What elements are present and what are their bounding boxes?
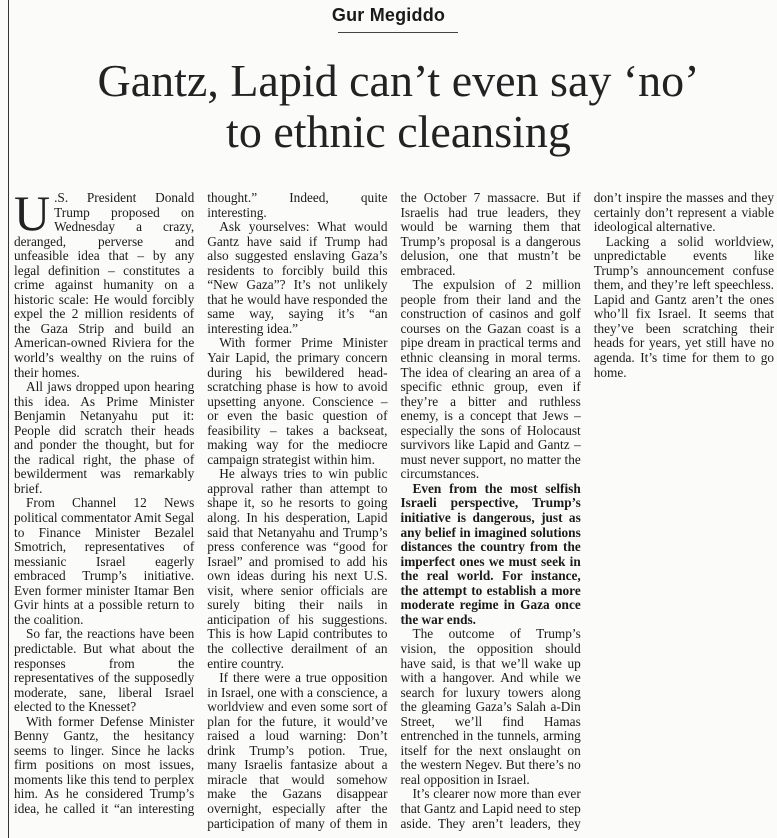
author-byline: Gur Megiddo [331, 5, 446, 25]
left-column-rule [8, 0, 9, 838]
byline-underline [338, 32, 458, 33]
headline-line-2: to ethnic cleansing [226, 106, 571, 157]
article-paragraph: Ask yourselves: What would Gantz have said if Trump had also suggested enslaving Gaza’s residents to forcibly build this “New Gaza”? It’s not unlikely that he would have responded the same way, saying it’s “an interesting idea.” [207, 219, 388, 336]
headline [20, 55, 777, 157]
article-paragraph: Even from the most selfish Israeli perspective, Trump’s initiative is dangerous, just as any belief in imagined solutions distances the country from the imperfect ones we must seek in the real world. For instance, the attempt to establish a more moderate regime in Gaza once the war ends. [400, 480, 581, 627]
article-body [14, 185, 774, 838]
article-paragraph: The outcome of Trump’s vision, the opposition should have said, is that we’ll wake up with a hangover. And while we search for luxury towers along the gleaming Gaza’s Salah a-Din Street, we’ll find Hamas entrenched in the tunnels, arming itself for the next onslaught on the western Negev. But there’s no real opposition in Israel. [400, 626, 581, 787]
article-paragraph: U .S. President Donald Trump proposed on Wednesday a crazy, deranged, perverse and unfeasible idea that – by any legal definition – constitutes a crime against humanity on a historic scale: He would forcibly expel the 2 million residents of the Gaza Strip and build an American-owned Riviera for the world’s wealthy on the ruins of their homes. [14, 185, 195, 380]
article-paragraph: With former Prime Minister Yair Lapid, the primary concern during his bewildered head-scratching phase is how to avoid upsetting anyone. Conscience – or even the basic question of feasibility – takes a backseat, making way for the mediocre campaign strategist within him. [207, 335, 388, 467]
drop-cap: U [14, 185, 51, 241]
headline-line-1: Gantz, Lapid can’t even say ‘no’ [97, 55, 700, 106]
article-paragraph: Lacking a solid worldview, unpredictable events like Trump’s announcement confuse them, and they’re left speechless. Lapid and Gantz aren’t the ones who’ll fix Israel. It seems that they’ve been scratching their heads for years, yet still have no agenda. It’s time for them to go home. [593, 233, 774, 380]
article-paragraph: From Channel 12 News political commentator Amit Segal to Finance Minister Bezalel Smotrich, representatives of messianic Israel eagerly embraced Trump’s initiative. Even former minister Itamar Ben Gvir hints at a possible return to the coalition. [14, 495, 195, 627]
article-paragraph: It’s clearer now more than ever that Gantz and Lapid need to step aside. They aren’t leaders, they don’t inspire the masses and they certainly don’t represent a viable ideological alternative. [400, 190, 774, 831]
article-paragraph: The expulsion of 2 million people from their land and the construction of casinos and golf courses on the Gazan coast is a pipe dream in practical terms and ethnic cleansing in moral terms. The idea of clearing an area of a specific ethnic group, even if they’re a bitter and ruthless enemy, is a concept that Jews – especially the sons of Holocaust survivors like Lapid and Gantz – must never support, no matter the circumstances. [400, 277, 581, 482]
article-paragraph: He always tries to win public approval rather than attempt to shape it, so he resorts to going along. In his desperation, Lapid said that Netanyahu and Trump’s press conference was “good for Israel” and promised to add his own ideas during his next U.S. visit, where senior officials are surely biting their nails in anticipation of his suggestions. This is how Lapid contributes to the collective derailment of an entire country. [207, 466, 388, 671]
article-paragraph: If there were a true opposition in Israel, one with a conscience, a worldview and even some sort of plan for the future, it would’ve raised a loud warning: Don’t drink Trump’s potion. True, many Israelis fantasize about a miracle that would somehow make the Gazans disappear overnight, especially after the participation of many of them in the October 7 massacre. But if Israelis had true leaders, they would be warning them that Trump’s proposal is a dangerous delusion, one that mustn’t be embraced. [207, 190, 581, 831]
article-paragraph: With former Defense Minister Benny Gantz, the hesitancy seems to linger. Since he lacks firm positions on most issues, moments like this tend to perplex him. As he considered Trump’s idea, he called it “an interesting thought.” Indeed, quite interesting. [14, 190, 388, 816]
article-paragraph: So far, the reactions have been predictable. But what about the responses from the representatives of the supposedly moderate, sane, liberal Israel elected to the Knesset? [14, 626, 195, 715]
article-paragraph: All jaws dropped upon hearing this idea. As Prime Minister Benjamin Netanyahu put it: People did scratch their heads and ponder the thought, but for the radical right, the phase of bewilderment was remarkably brief. [14, 379, 195, 496]
